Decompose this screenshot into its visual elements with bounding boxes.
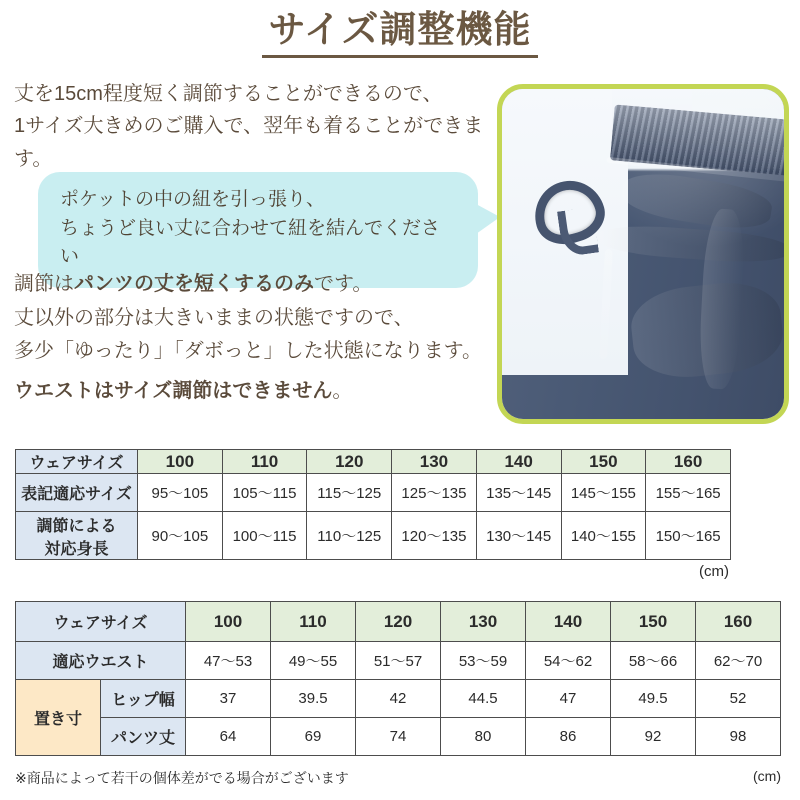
table-row (16, 450, 731, 474)
table-row (16, 474, 731, 512)
t2-length-c5: 92 (611, 718, 696, 756)
t2-size-140: 140 (526, 602, 611, 642)
note-line-3: 多少「ゆったり」「ダボっと」した状態になります。 (14, 340, 482, 363)
note-1-emphasis: パンツの丈を短くするのみ (74, 273, 314, 295)
t2-size-150: 150 (611, 602, 696, 642)
callout-line-2: ちょうど良い丈に合わせて紐を結んでください (60, 217, 441, 267)
t1-row1-c3: 125〜135 (392, 474, 477, 512)
t2-length-c1: 69 (271, 718, 356, 756)
table-row (16, 718, 781, 756)
size-table-2 (15, 601, 781, 756)
t1-row1-c6: 155〜165 (646, 474, 731, 512)
t2-length-c0: 64 (186, 718, 271, 756)
t2-header-label: ウェアサイズ (16, 602, 186, 642)
t1-row2-label-line2: 対応身長 (44, 540, 109, 558)
t2-hip-c5: 49.5 (611, 680, 696, 718)
note-line-2: 丈以外の部分は大きいままの状態ですので、 (14, 306, 414, 329)
t2-hip-c2: 42 (356, 680, 441, 718)
t2-size-130: 130 (441, 602, 526, 642)
t2-length-c3: 80 (441, 718, 526, 756)
t1-size-120: 120 (307, 450, 392, 474)
note-1-suffix: です。 (314, 273, 373, 295)
t1-row2-c5: 140〜155 (561, 512, 646, 560)
t2-waist-label: 適応ウエスト (16, 642, 186, 680)
t1-row1-c4: 135〜145 (476, 474, 561, 512)
intro-line-2: 1サイズ大きめのご購入で、翌年も着ることができます。 (14, 115, 484, 170)
t2-size-100: 100 (186, 602, 271, 642)
t1-size-130: 130 (392, 450, 477, 474)
table-row (16, 602, 781, 642)
t2-waist-c6: 62〜70 (696, 642, 781, 680)
t2-size-160: 160 (696, 602, 781, 642)
t2-group-label: 置き寸 (16, 680, 101, 756)
note-line-1 (14, 268, 494, 302)
table-row (16, 680, 781, 718)
t2-waist-c1: 49〜55 (271, 642, 356, 680)
t1-row2-c4: 130〜145 (476, 512, 561, 560)
t1-header-label: ウェアサイズ (16, 450, 138, 474)
t1-row1-label: 表記適応サイズ (16, 474, 138, 512)
t2-hip-c6: 52 (696, 680, 781, 718)
t1-size-150: 150 (561, 450, 646, 474)
t2-waist-c0: 47〜53 (186, 642, 271, 680)
table-row (16, 642, 781, 680)
size-table-1 (15, 449, 731, 560)
t2-length-label: パンツ丈 (101, 718, 186, 756)
t2-waist-c4: 54〜62 (526, 642, 611, 680)
t1-row1-c5: 145〜155 (561, 474, 646, 512)
t1-row1-c1: 105〜115 (222, 474, 307, 512)
notes-paragraph (14, 268, 494, 408)
fabric-fold (628, 277, 787, 382)
t2-size-120: 120 (356, 602, 441, 642)
t2-hip-c1: 39.5 (271, 680, 356, 718)
t1-size-160: 160 (646, 450, 731, 474)
note-4-suffix: 。 (332, 379, 353, 402)
t2-hip-c0: 37 (186, 680, 271, 718)
callout-line-1: ポケットの中の紐を引っ張り、 (60, 189, 326, 210)
size-table-1-wrapper (15, 449, 731, 580)
footnote-unit: (cm) (753, 768, 781, 784)
t2-waist-c2: 51〜57 (356, 642, 441, 680)
t2-waist-c5: 58〜66 (611, 642, 696, 680)
t2-hip-c4: 47 (526, 680, 611, 718)
intro-line-1: 丈を15cm程度短く調節することができるので、 (14, 83, 443, 105)
page-title: サイズ調整機能 (262, 10, 537, 58)
product-photo-frame (497, 84, 789, 424)
t1-size-100: 100 (138, 450, 223, 474)
t1-row2-c0: 90〜105 (138, 512, 223, 560)
t1-row1-c0: 95〜105 (138, 474, 223, 512)
t1-row2-c3: 120〜135 (392, 512, 477, 560)
note-line-4 (14, 375, 494, 409)
t1-size-110: 110 (222, 450, 307, 474)
intro-paragraph (14, 78, 494, 175)
t1-row1-c2: 115〜125 (307, 474, 392, 512)
t1-row2-c1: 100〜115 (222, 512, 307, 560)
t1-unit: (cm) (699, 563, 729, 580)
t1-row2-c2: 110〜125 (307, 512, 392, 560)
product-photo (502, 89, 784, 419)
t2-waist-c3: 53〜59 (441, 642, 526, 680)
t1-row2-label-line1: 調節による (36, 517, 117, 535)
note-1-prefix: 調節は (14, 273, 74, 295)
t2-length-c6: 98 (696, 718, 781, 756)
footnote-text: ※商品によって若干の個体差がでる場合がございます (15, 770, 349, 786)
note-4-emphasis: ウエストはサイズ調節はできません (14, 379, 333, 402)
page-title-block (0, 0, 800, 58)
t1-row2-label (16, 512, 138, 560)
t1-row2-c6: 150〜165 (646, 512, 731, 560)
size-table-2-wrapper (15, 601, 781, 756)
t2-hip-c3: 44.5 (441, 680, 526, 718)
t2-hip-label: ヒップ幅 (101, 680, 186, 718)
t1-size-140: 140 (476, 450, 561, 474)
t2-length-c2: 74 (356, 718, 441, 756)
t2-length-c4: 86 (526, 718, 611, 756)
footnote (15, 768, 781, 788)
table-row (16, 512, 731, 560)
t2-size-110: 110 (271, 602, 356, 642)
